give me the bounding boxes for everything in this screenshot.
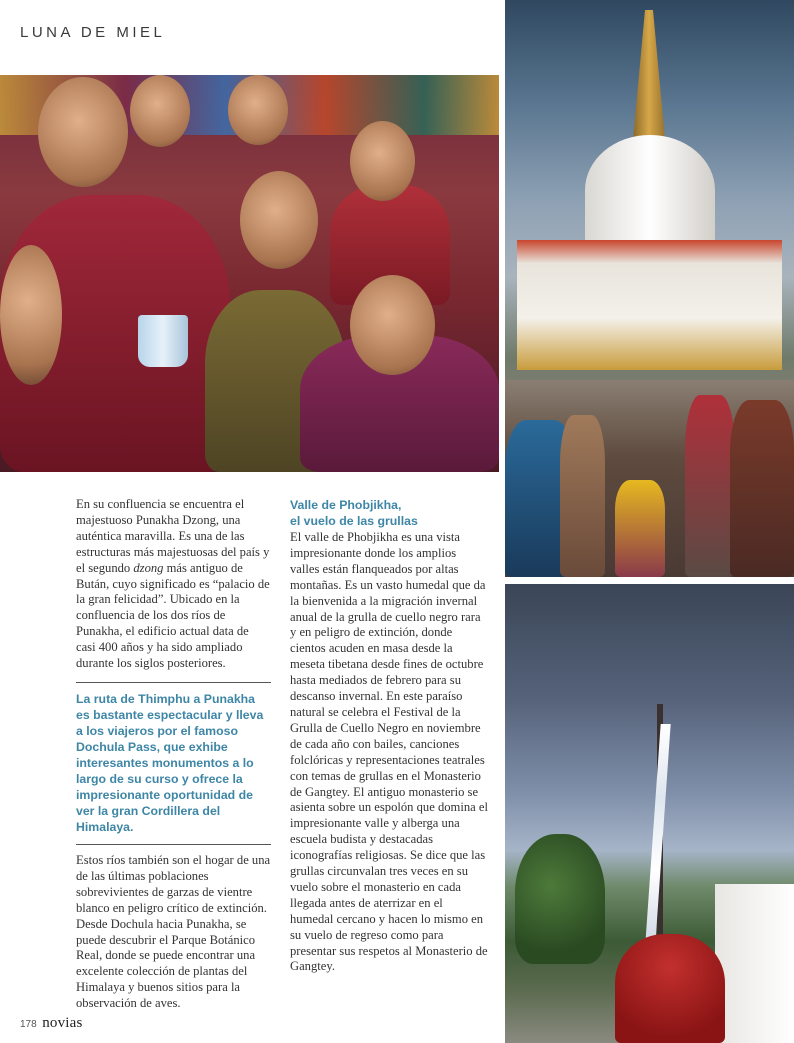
person-shape <box>730 400 794 577</box>
spire-shape <box>629 10 669 140</box>
right-column <box>290 497 488 975</box>
person-shape <box>615 480 665 577</box>
magazine-name: novias <box>42 1015 83 1031</box>
pull-quote: La ruta de Thimphu a Punakha es bastante espectacular y lleva a los viajeros por el famoso Dochula Pass, que exhibe interesantes monumentos a lo largo de su curso y ofrece la impresionante oportunidad de ver la gran Cordillera del Himalaya. <box>76 691 264 834</box>
person-shape <box>560 415 605 577</box>
body-paragraph: El valle de Phobjikha es una vista impresionante donde los amplios valles están flanqueados por altas montañas. Es un vasto humedal que da la bienvenida a la migración invernal anual de la grulla de cuello negro rara y en peligro de extinción, donde cientos acuden en masa desde la meseta tibetana desde fines de octubre hasta mediados de febrero para su descanso invernal. En este paraíso natural se celebra el Festival de la Grulla de Cuello Negro en noviembre de cada año con bailes, canciones folclóricas y representaciones teatrales con temas de grullas en el Monasterio de Gangtey. El antiguo monasterio se asienta sobre un espolón que domina el impresionante valle y alberga una escuela budista y destacadas iconografías religiosas. Se dice que las grullas circunvalan tres veces en su vuelo sobre el monasterio en cada llegada antes de aterrizar en el humedal cercano y hacen lo mismo en su vuelo de regreso como para presentar sus respetos al Monasterio de Gangtey. <box>290 530 488 974</box>
face-shape <box>228 75 288 145</box>
person-shape <box>685 395 735 577</box>
stupa-wall-shape <box>715 884 794 1043</box>
subheading: Valle de Phobjikha, el vuelo de las grullas <box>290 498 418 528</box>
divider <box>76 682 271 683</box>
face-shape <box>240 171 318 269</box>
face-shape <box>38 77 128 187</box>
monk-photo <box>505 584 794 1043</box>
left-column <box>76 497 271 1012</box>
section-title: LUNA DE MIEL <box>20 24 166 41</box>
chorten-photo <box>505 0 794 577</box>
page-footer <box>20 1015 83 1032</box>
face-shape <box>130 75 190 147</box>
divider <box>76 844 271 845</box>
face-shape <box>0 245 62 385</box>
tree-shape <box>515 834 605 964</box>
dome-shape <box>585 135 715 245</box>
body-paragraph: Estos ríos también son el hogar de una de las últimas poblaciones sobrevivientes de garzas de vientre blanco en peligro crítico de extinción. Desde Dochula hacia Punakha, se puede descubrir el Parque Botánico Real, donde se puede encontrar una excelente colección de plantas del Himalaya y buenos sitios para la observación de aves. <box>76 852 271 1011</box>
temple-base-shape <box>517 240 782 370</box>
cup-shape <box>138 315 188 367</box>
page-number: 178 <box>20 1019 37 1030</box>
monk-shape <box>615 934 725 1043</box>
elders-photo <box>0 75 499 472</box>
face-shape <box>350 121 415 201</box>
body-paragraph: En su confluencia se encuentra el majestuoso Punakha Dzong, una auténtica maravilla. Es una de las estructuras más majestuosas del país y el segundo dzong más antiguo de Bután, cuyo significado es “palacio de la gran felicidad”. Ubicado en la confluencia de los dos ríos de Punakha, el edificio actual data de casi 400 años y ha sido ampliado durante los siglos posteriores. <box>76 497 270 671</box>
face-shape <box>350 275 435 375</box>
